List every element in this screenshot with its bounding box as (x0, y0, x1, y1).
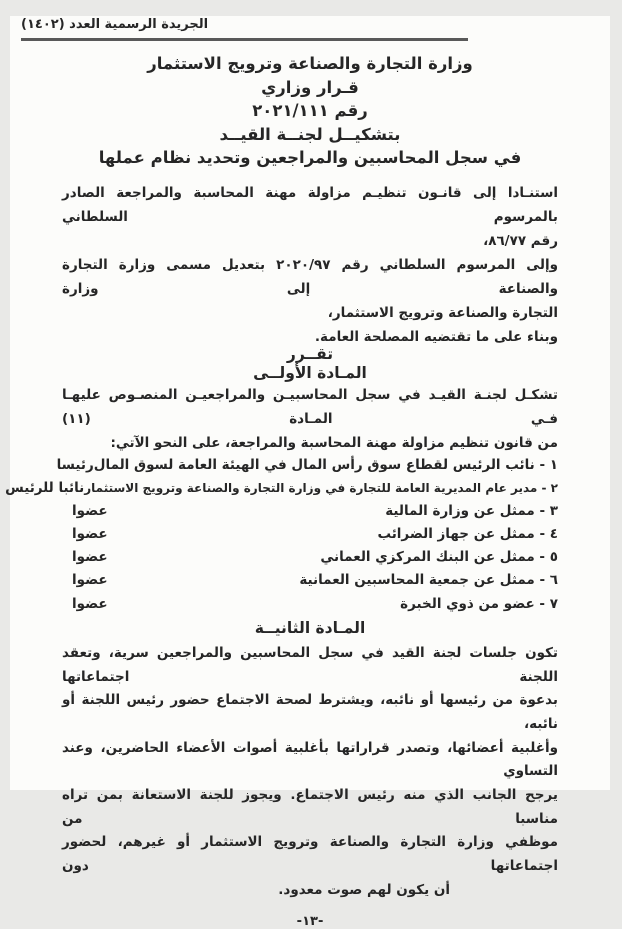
article-2-line: تكون جلسات لجنة القيد في سجل المحاسبين والمراجعين سرية، وتعقد اللجنة اجتماعاتها (63, 644, 559, 685)
header-rule-wrap (22, 38, 600, 41)
article-2-body (63, 642, 559, 903)
member-rank: رئيسا (57, 456, 95, 473)
member-rank: عضوا (73, 549, 109, 566)
preamble-line: التجارة والصناعة وترويج الاستثمار، (328, 304, 559, 321)
member-rank: نائبا للرئيس (6, 479, 86, 496)
page-number: -١٣- (297, 913, 325, 929)
member-row (63, 596, 559, 619)
gazette-page (6, 16, 611, 929)
article-2-line: وأغلبية أعضائها، وتصدر قراراتها بأغلبية أصوات الأعضاء الحاضرين، وعند التساوي (63, 739, 559, 780)
decree-number: رقم ٢٠٢١/١١١ (253, 101, 369, 120)
member-rank: عضوا (73, 572, 109, 589)
decree-subject-line1: بتشكيــل لجنــة القيــد (220, 124, 402, 144)
preamble (63, 181, 559, 349)
article-1-intro-line2: من قانون تنظيم مزاولة مهنة المحاسبة والمراجعة، على النحو الآتي: (111, 434, 559, 451)
article-1-intro-line1: تشكـل لجنـة القيـد في سجل المحاسبيـن والمراجعيـن المنصـوص عليهـا فـي المـادة (١١) (63, 386, 559, 427)
article-1-intro (63, 383, 559, 455)
member-rank: عضوا (73, 526, 109, 543)
committee-members-list (6, 456, 559, 619)
preamble-line: رقم ٨٦/٧٧، (484, 232, 559, 249)
member-text: ٢ - مدير عام المديرية العامة للتجارة في وزارة التجارة والصناعة وترويج الاستثمار (85, 480, 559, 495)
article-2-heading: المـادة الثانيــة (255, 618, 367, 637)
ministry-title: وزارة التجارة والصناعة وترويج الاستثمار (148, 54, 474, 73)
member-text: ٤ - ممثل عن جهاز الضرائب (378, 526, 559, 543)
member-row (63, 503, 559, 526)
preamble-line: وبناء على ما تقتضيه المصلحة العامة. (315, 328, 559, 345)
member-row (63, 526, 559, 549)
member-text: ١ - نائب الرئيس لقطاع سوق رأس المال في الهيئة العامة لسوق المال (94, 456, 559, 473)
preamble-line: وإلى المرسوم السلطاني رقم ٢٠٢٠/٩٧ بتعديل مسمى وزارة التجارة والصناعة إلى وزارة (63, 256, 560, 297)
member-rank: عضوا (73, 595, 109, 612)
gazette-header-title: الجريدة الرسمية العدد (١٤٠٢) (22, 17, 210, 32)
article-2-line: أن يكون لهم صوت معدود. (279, 881, 451, 898)
member-row (6, 479, 559, 503)
member-rank: عضوا (73, 502, 109, 519)
article-2-line: بدعوة من رئيسها أو نائبه، ويشترط لصحة الاجتماع حضور رئيس اللجنة أو نائبه، (63, 692, 559, 732)
decree-subject-line2: في سجل المحاسبين والمراجعين وتحديد نظام عملها (99, 148, 523, 167)
decision-word: تقــرر (287, 344, 335, 363)
title-block (63, 52, 559, 170)
member-row (63, 549, 559, 572)
member-text: ٧ - عضو من ذوي الخبرة (401, 595, 559, 612)
article-2-line: موظفي وزارة التجارة والصناعة وترويج الاستثمار أو غيرهم، لحضور اجتماعاتها دون (63, 834, 559, 875)
member-text: ٥ - ممثل عن البنك المركزي العماني (321, 549, 559, 566)
member-row (57, 456, 559, 480)
article-1-heading: المـادة الأولــى (254, 363, 368, 382)
member-text: ٦ - ممثل عن جمعية المحاسبين العمانية (300, 572, 559, 589)
member-row (63, 572, 559, 595)
preamble-line: استنـادا إلى قانـون تنظيـم مزاولة مهنة المحاسبة والمراجعة الصادر بالمرسوم السلطاني (63, 184, 559, 225)
decree-type: قـرار وزاري (262, 77, 360, 97)
header-rule (22, 38, 469, 41)
article-2-line: يرجح الجانب الذي منه رئيس الاجتماع. ويجوز للجنة الاستعانة بمن تراه مناسبا من (63, 787, 559, 827)
member-text: ٣ - ممثل عن وزارة المالية (386, 502, 559, 519)
